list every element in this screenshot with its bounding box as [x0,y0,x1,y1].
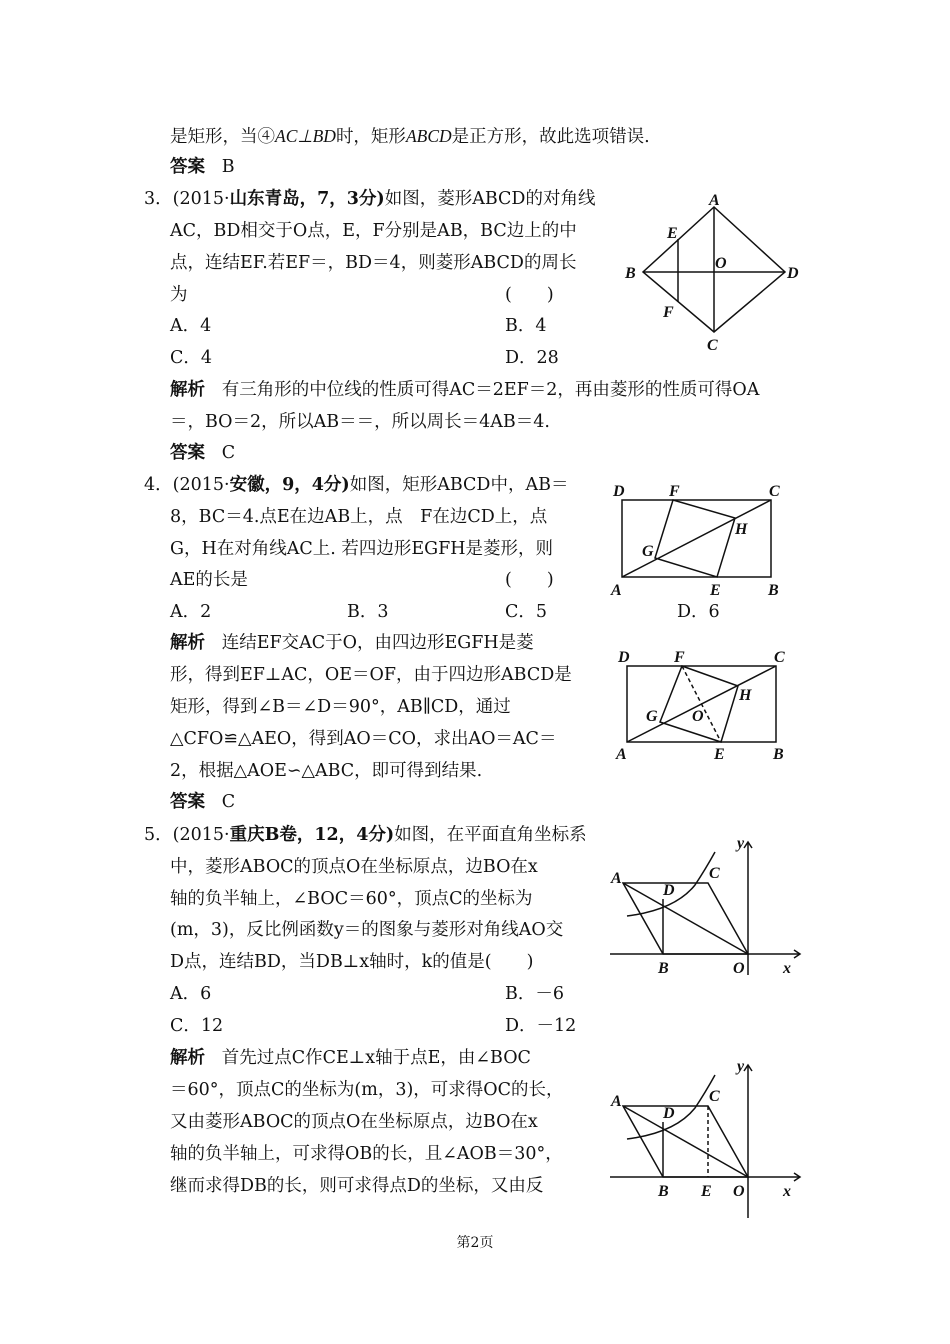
q5-line1 [144,823,587,847]
label-a: A [611,582,622,599]
label-a: A [616,746,627,763]
q4-option-b: B．3 [347,602,389,622]
label-c: C [769,483,780,500]
label-b: B [773,746,784,763]
explanation-label: 解析 [170,380,205,400]
label-a: A [709,192,720,209]
q5-explanation-1 [170,1046,531,1070]
label-o: O [692,708,704,725]
page-number: 第2页 [456,1235,494,1251]
q5-explanation-2: ＝60°，顶点C的坐标为(m，3)，可求得OC的长， [170,1080,564,1100]
q5-line3: 轴的负半轴上，∠BOC＝60°，顶点C的坐标为 [170,889,533,909]
label-f: F [674,649,685,666]
q2-answer [170,155,235,179]
label-g: G [642,543,654,560]
label-c: C [774,649,785,666]
q3-explanation-1 [170,378,759,402]
q3-explanation-2: ＝，BO＝2，所以AB＝＝，所以周长＝4AB＝4. [170,412,550,432]
text: 有三角形的中位线的性质可得AC＝2EF＝2，再由菱形的性质可得OA [221,380,760,400]
q4-answer [170,790,235,814]
text: AC⊥BD [275,126,336,146]
answer-value: C [221,443,236,463]
explanation-label: 解析 [170,633,205,653]
text: (2015· [172,475,230,495]
q3-line3: 点，连结EF.若EF＝，BD＝4，则菱形ABCD的周长 [170,253,577,273]
q4-explanation-4: △CFO≌△AEO，得到AO＝CO，求出AO＝AC＝ [170,729,557,749]
label-e: E [710,582,721,599]
source: 重庆B卷 [229,825,297,845]
label-c: C [709,865,720,882]
label-h: H [739,687,752,704]
label-b: B [658,960,669,977]
q5-line5: D点，连结BD，当DB⊥x轴时，k的值是( ) [170,952,534,972]
question-number: 5． [144,825,173,845]
q5-explanation-5: 继而求得DB的长，则可求得点D的坐标，又由反 [170,1176,544,1196]
text: 连结EF交AC于O，由四边形EGFH是菱 [221,633,534,653]
label-e: E [701,1183,712,1200]
q5-option-b: B．－6 [505,984,564,1004]
label-c: C [709,1088,720,1105]
label-d: D [618,649,630,666]
q3-line1 [144,187,595,211]
answer-value: B [221,157,235,177]
q5-option-a: A．6 [170,984,212,1004]
label-g: G [646,708,658,725]
label-a: A [611,1093,622,1110]
q3-option-c: C．4 [170,348,213,368]
question-number: 3． [144,189,173,209]
label-o: O [733,1183,745,1200]
q4-explanation-1 [170,631,534,655]
q3-option-a: A．4 [170,316,212,336]
label-d: D [663,1105,675,1122]
label-x: x [783,1183,791,1200]
q5-option-c: C．12 [170,1016,224,1036]
answer-label: 答案 [170,443,205,463]
answer-label: 答案 [170,792,205,812]
q4-line2: 8，BC＝4.点E在边AB上，点 F在边CD上，点 [170,507,548,527]
q5-coordinate-figure [605,830,805,980]
source-detail: ，9，4分) [264,475,350,495]
label-f: F [663,304,674,321]
q5-line4: (m，3)，反比例函数y＝的图象与菱形对角线AO交 [170,920,564,940]
q3-line4: 为 [170,285,188,305]
text: 如图，菱形ABCD的对角线 [384,189,596,209]
q4-line1 [144,473,568,497]
q3-option-b: B．4 [505,316,547,336]
text: 是矩形，当④ [170,127,275,147]
q4-rectangle-figure [605,480,795,600]
label-y: y [737,835,745,852]
label-e: E [714,746,725,763]
q3-rhombus-figure [615,190,815,355]
q4-option-c: C．5 [505,602,548,622]
label-h: H [735,521,748,538]
q5-solution-figure [605,1053,805,1223]
text: 如图，在平面直角坐标系 [394,825,587,845]
answer-label: 答案 [170,157,205,177]
text: (2015· [172,825,230,845]
q4-option-a: A．2 [170,602,212,622]
explanation-label: 解析 [170,1048,205,1068]
q4-line4: AE的长是 [170,570,248,590]
label-d: D [663,882,675,899]
diagonal-ac [622,500,771,577]
rhombus-egfh [660,666,738,742]
q4-explanation-2: 形，得到EF⊥AC，OE＝OF，由于四边形ABCD是 [170,665,572,685]
label-e: E [667,225,678,242]
label-c: C [707,337,718,354]
label-a: A [611,870,622,887]
q5-line2: 中，菱形ABOC的顶点O在坐标原点，边BO在x [170,857,538,877]
source: 山东青岛 [229,189,300,209]
q3-paren: ( ) [505,285,554,305]
q4-option-d: D．6 [677,602,720,622]
q3-option-d: D．28 [505,348,559,368]
source: 安徽 [229,475,265,495]
text: (2015· [172,189,230,209]
source-detail: ，7，3分) [299,189,385,209]
q3-answer [170,441,235,465]
text: 是正方形，故此选项错误. [451,127,650,147]
label-o: O [733,960,745,977]
label-b: B [625,265,636,282]
q4-line3: G，H在对角线AC上. 若四边形EGFH是菱形，则 [170,539,554,559]
source-detail: ，12，4分) [296,825,395,845]
answer-value: C [221,792,236,812]
q5-option-d: D．－12 [505,1016,577,1036]
q4-explanation-3: 矩形，得到∠B＝∠D＝90°，AB∥CD，通过 [170,697,511,717]
q4-solution-figure [610,646,800,766]
label-d: D [613,483,625,500]
text: 时，矩形 [335,127,406,147]
label-b: B [658,1183,669,1200]
q3-line2: AC，BD相交于O点，E，F分别是AB，BC边上的中 [170,221,577,241]
text: ABCD [405,126,452,146]
label-f: F [669,483,680,500]
q4-explanation-5: 2，根据△AOE∽△ABC，即可得到结果. [170,761,483,781]
q2-explanation-tail [170,124,650,149]
q5-explanation-4: 轴的负半轴上，可求得OB的长，且∠AOB＝30°， [170,1144,563,1164]
q4-paren: ( ) [505,570,554,590]
text: 如图，矩形ABCD中，AB＝ [349,475,569,495]
q5-explanation-3: 又由菱形ABOC的顶点O在坐标原点，边BO在x [170,1112,538,1132]
text: 首先过点C作CE⊥x轴于点E，由∠BOC [221,1048,531,1068]
label-y: y [737,1058,745,1075]
label-b: B [768,582,779,599]
label-x: x [783,960,791,977]
label-d: D [787,265,799,282]
question-number: 4． [144,475,173,495]
label-o: O [715,255,727,272]
